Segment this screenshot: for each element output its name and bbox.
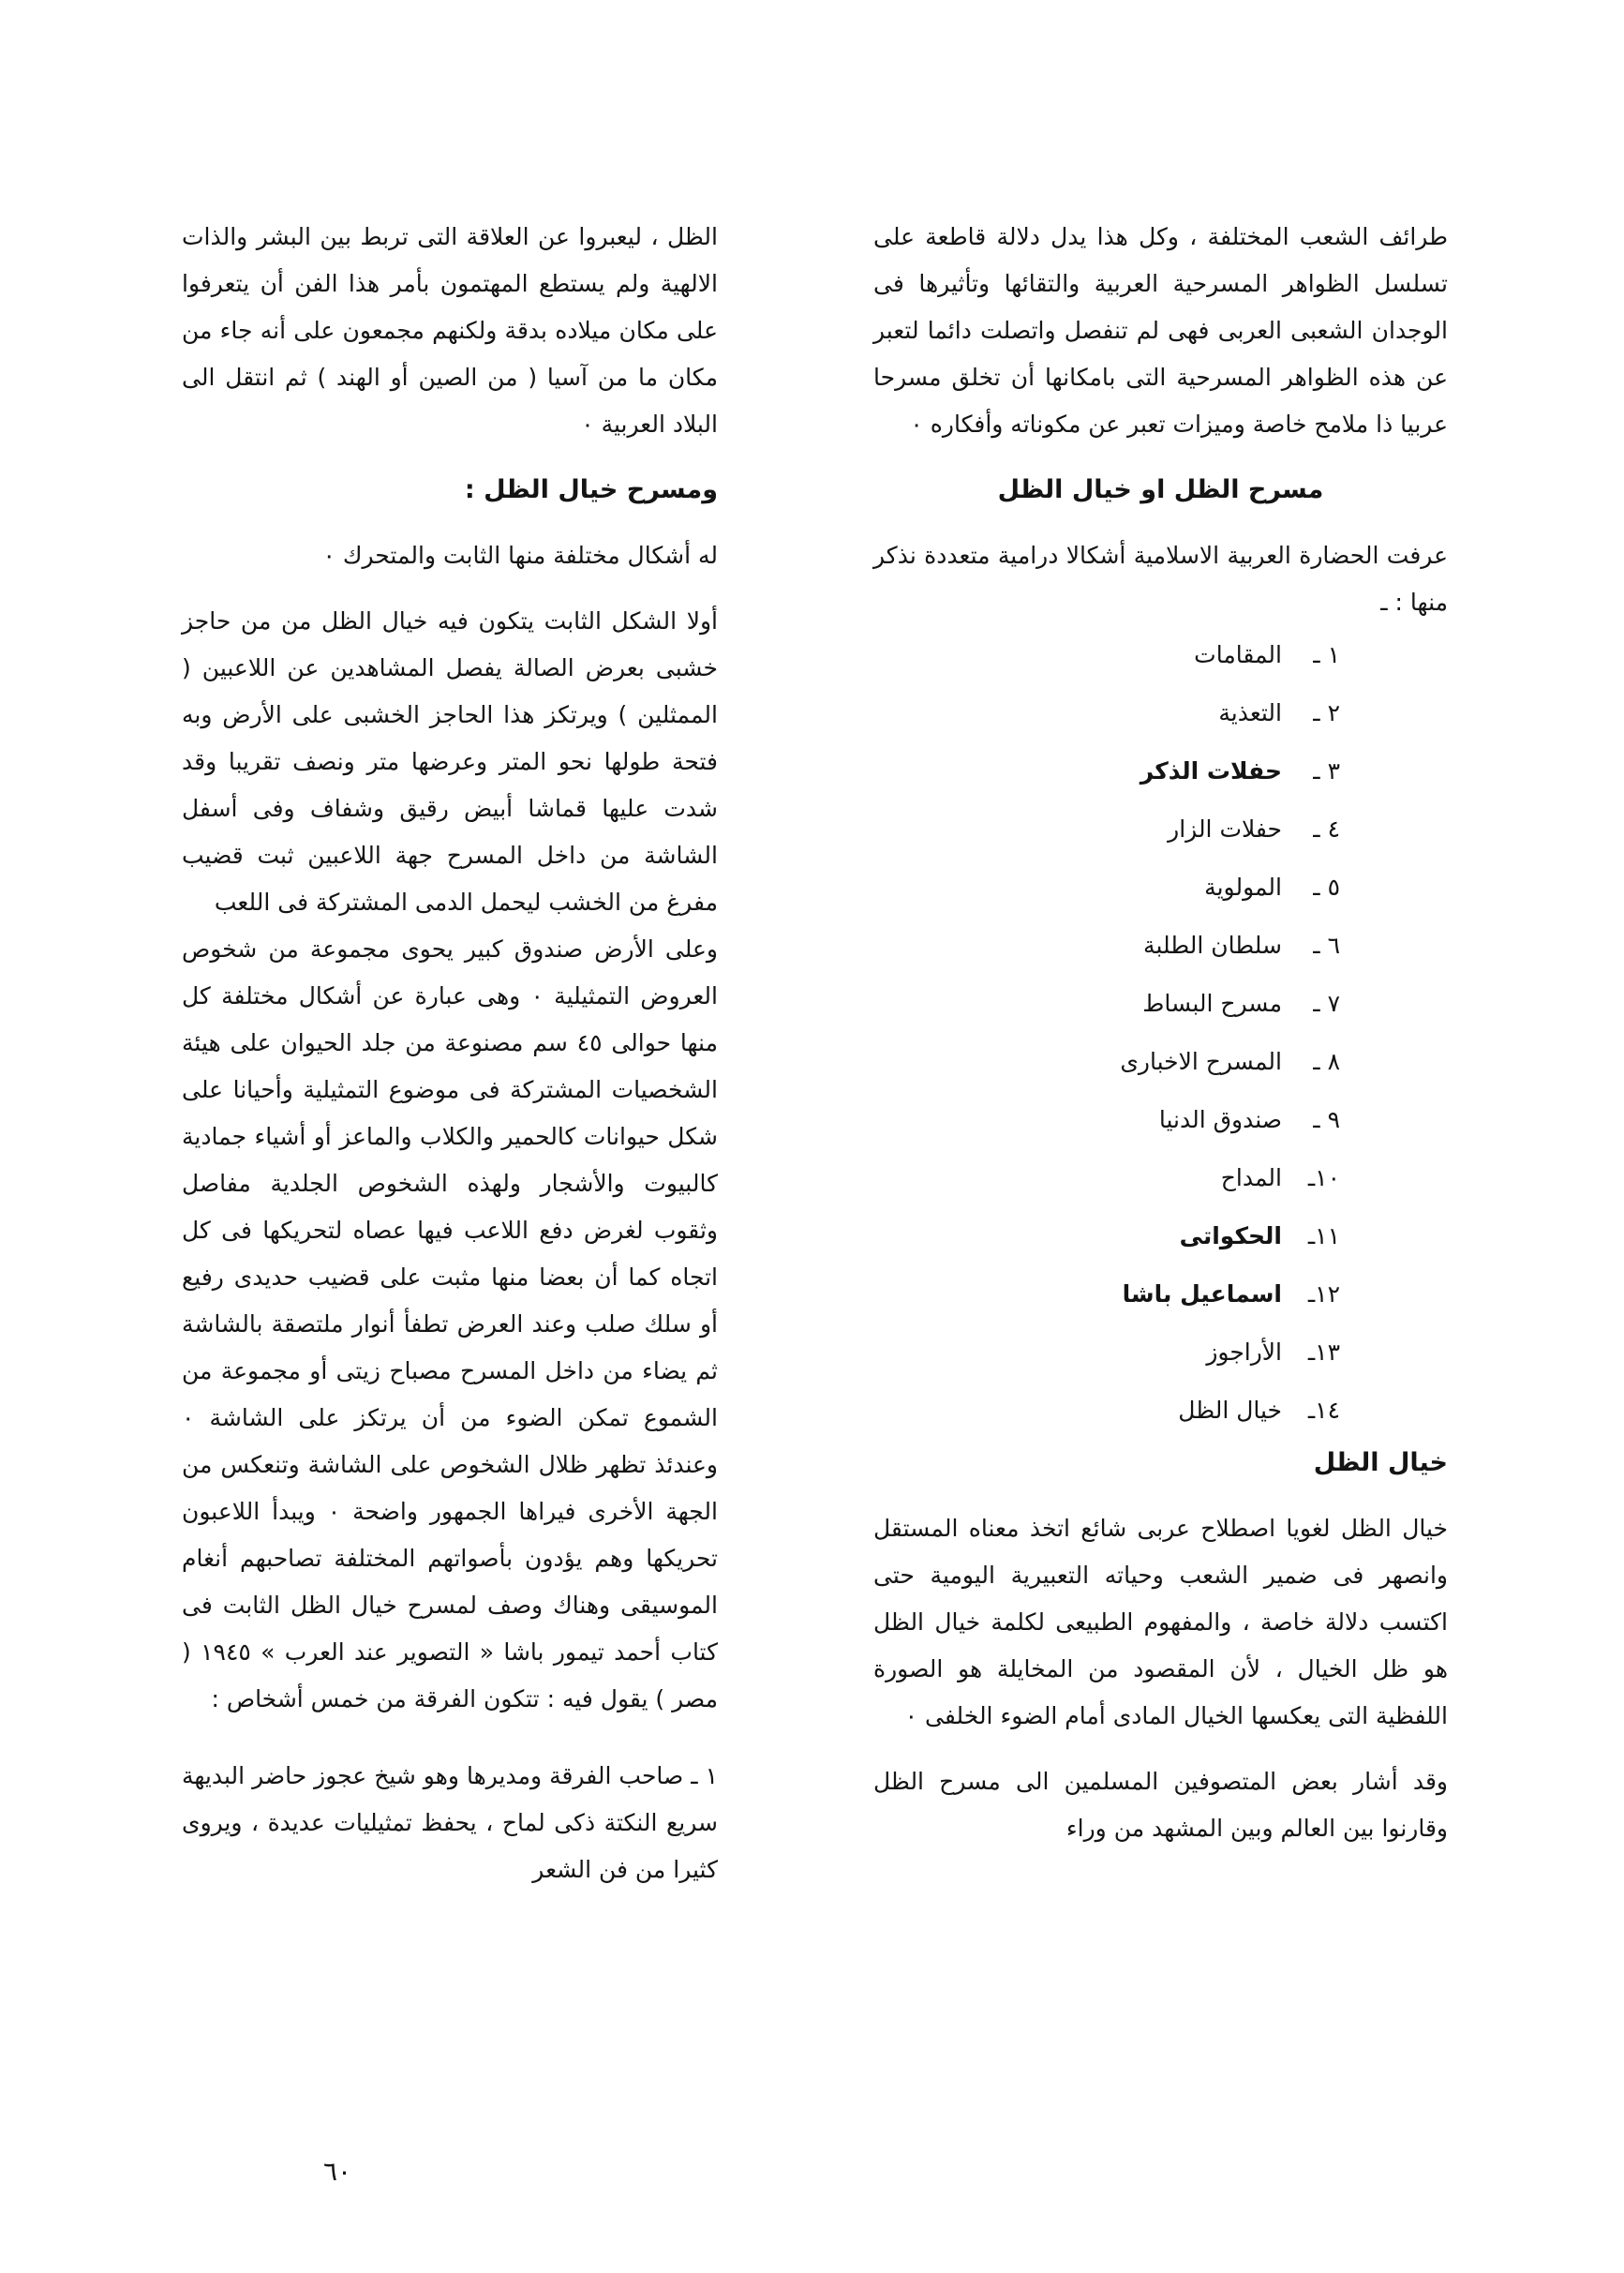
list-item-label: الحكواتى <box>1179 1222 1282 1249</box>
list-item-label: مسرح البساط <box>1142 990 1282 1017</box>
list-item-label: اسماعيل باشا <box>1122 1280 1282 1308</box>
list-item-label: المداح <box>1220 1164 1282 1191</box>
left-column <box>182 214 718 1893</box>
sufi-paragraph: وقد أشار بعض المتصوفين المسلمين الى مسرح الظل وقارنوا بين العالم وبين المشهد من وراء <box>873 1768 1448 1842</box>
list-item-label: حفلات الزار <box>1168 815 1282 843</box>
list-item-label: الأراجوز <box>1206 1338 1282 1366</box>
list-item <box>873 626 1340 684</box>
list-item-number: ٢ ـ <box>1313 699 1340 726</box>
box-paragraph: وعلى الأرض صندوق كبير يحوى مجموعة من شخوص العروض التمثيلية ٠ وهى عبارة عن أشكال مختلفة كل منها حوالى ٤٥ سم مصنوعة من جلد الحيوان على هيئة الشخصيات المشتركة فى موضوع التمثيلية وأحيانا على شكل حيوانات كالحمير والكلاب والماعز أو أشياء جمادية كالبيوت والأشجار ولهذه الشخوص الجلدية مفاصل وثقوب لغرض دفع اللاعب فيها عصاه لتحريكها فى كل اتجاه كما أن بعضا منها مثبت على قضيب حديدى رفيع أو سلك صلب وعند العرض تطفأ أنوار ملتصقة بالشاشة ثم يضاء من داخل المسرح مصباح زيتى أو مجموعة من الشموع تمكن الضوء من أن يرتكز على الشاشة ٠ وعندئذ تظهر ظلال الشخوص على الشاشة وتنعكس من الجهة الأخرى فيراها الجمهور واضحة ٠ ويبدأ اللاعبون تحريكها وهم يؤدون بأصواتهم المختلفة تصاحبهم أنغام الموسيقى وهناك وصف لمسرح خيال الظل الثابت فى كتاب أحمد تيمور باشا « التصوير عند العرب » ١٩٤٥ ( مصر ) يقول فيه : تتكون الفرقة من خمس أشخاص : <box>182 935 719 1712</box>
list-item-label: المولوية <box>1204 874 1282 901</box>
list-item-number: ١٣ـ <box>1307 1338 1340 1366</box>
list-item-label: المسرح الاخبارى <box>1120 1048 1282 1075</box>
list-item-label: صندوق الدنيا <box>1158 1106 1282 1133</box>
intro-paragraph: الظل ، ليعبروا عن العلاقة التى تربط بين البشر والذات الالهية ولم يستطع المهتمون بأمر هذا الفن أن يتعرفوا على مكان ميلاده بدقة ولكنهم مجمعون على أنه جاء من مكان ما من آسيا ( من الصين أو الهند ) ثم انتقل الى البلاد العربية ٠ <box>182 223 718 438</box>
fixed-form-paragraph: أولا الشكل الثابت يتكون فيه خيال الظل من من حاجز خشبى بعرض الصالة يفصل المشاهدين عن اللاعبين ( الممثلين ) ويرتكز هذا الحاجز الخشبى على الأرض وبه فتحة طولها نحو المتر وعرضها متر ونصف تقريبا وقد شدت عليها قماشا أبيض رقيق وشفاف وفى أسفل الشاشة من داخل المسرح جهة اللاعبين ثبت قضيب مفرغ من الخشب ليحمل الدمى المشتركة فى اللعب <box>182 607 718 916</box>
list-item-number: ٦ ـ <box>1313 932 1340 959</box>
list-item-number: ١٤ـ <box>1307 1397 1340 1424</box>
list-item <box>873 859 1340 917</box>
list-item-label: سلطان الطلبة <box>1143 932 1282 959</box>
list-item <box>873 742 1340 800</box>
list-item <box>873 1091 1340 1149</box>
list-item-label: التعذية <box>1218 699 1282 726</box>
list-item-number: ٧ ـ <box>1313 990 1340 1017</box>
list-item-label: المقامات <box>1194 641 1282 668</box>
list-item-number: ١٠ـ <box>1307 1164 1340 1191</box>
drama-forms-list <box>873 626 1448 1440</box>
list-item <box>873 1382 1340 1440</box>
list-item-number: ١١ـ <box>1307 1222 1340 1249</box>
list-item-label: خيال الظل <box>1178 1397 1282 1424</box>
list-item <box>873 1033 1340 1091</box>
intro-paragraph: طرائف الشعب المختلفة ، وكل هذا يدل دلالة قاطعة على تسلسل الظواهر المسرحية العربية والتقائها وتأثيرها فى الوجدان الشعبى العربى فهى لم تنفصل واتصلت دائما لتعبر عن هذه الظواهر المسرحية التى بامكانها أن تخلق مسرحا عربيا ذا ملامح خاصة وميزات تعبر عن مكوناته وأفكاره ٠ <box>873 223 1448 438</box>
list-item <box>873 800 1340 859</box>
list-item-number: ٨ ـ <box>1313 1048 1340 1075</box>
troupe-item: ١ ـ صاحب الفرقة ومديرها وهو شيخ عجوز حاضر البديهة سريع النكتة ذكى لماح ، يحفظ تمثيليات عديدة ، ويروى كثيرا من فن الشعر <box>182 1762 718 1883</box>
forms-line: له أشكال مختلفة منها الثابت والمتحرك ٠ <box>322 542 718 569</box>
list-item <box>873 1323 1340 1382</box>
list-item <box>873 1207 1340 1265</box>
list-item-number: ١ ـ <box>1313 641 1340 668</box>
section-heading-shadow-theater: مسرح الظل او خيال الظل <box>997 475 1324 504</box>
forms-intro-paragraph: عرفت الحضارة العربية الاسلامية أشكالا درامية متعددة نذكر منها : ـ <box>873 542 1448 616</box>
section-heading-shadow-theater-forms: ومسرح خيال الظل : <box>464 475 718 504</box>
list-item-number: ١٢ـ <box>1307 1280 1340 1308</box>
list-item <box>873 1265 1340 1323</box>
list-item-number: ٤ ـ <box>1313 815 1340 843</box>
list-item <box>873 917 1340 975</box>
list-item-number: ٩ ـ <box>1313 1106 1340 1133</box>
list-item <box>873 975 1340 1033</box>
page-number: ٦٠ <box>323 2156 352 2187</box>
definition-paragraph: خيال الظل لغويا اصطلاح عربى شائع اتخذ معناه المستقل وانصهر فى ضمير الشعب وحياته التعبيرية اليومية حتى اكتسب دلالة خاصة ، والمفهوم الطبيعى لكلمة خيال الظل هو ظل الخيال ، لأن المقصود من المخايلة هو الصورة اللفظية التى يعكسها الخيال المادى أمام الضوء الخلفى ٠ <box>873 1515 1448 1729</box>
list-item-number: ٣ ـ <box>1313 757 1340 785</box>
list-item <box>873 1149 1340 1207</box>
list-item-label: حفلات الذكر <box>1140 757 1282 785</box>
list-item-number: ٥ ـ <box>1313 874 1340 901</box>
right-column <box>873 214 1448 1852</box>
section-heading-shadow-play: خيال الظل <box>1313 1448 1448 1477</box>
list-item <box>873 684 1340 742</box>
